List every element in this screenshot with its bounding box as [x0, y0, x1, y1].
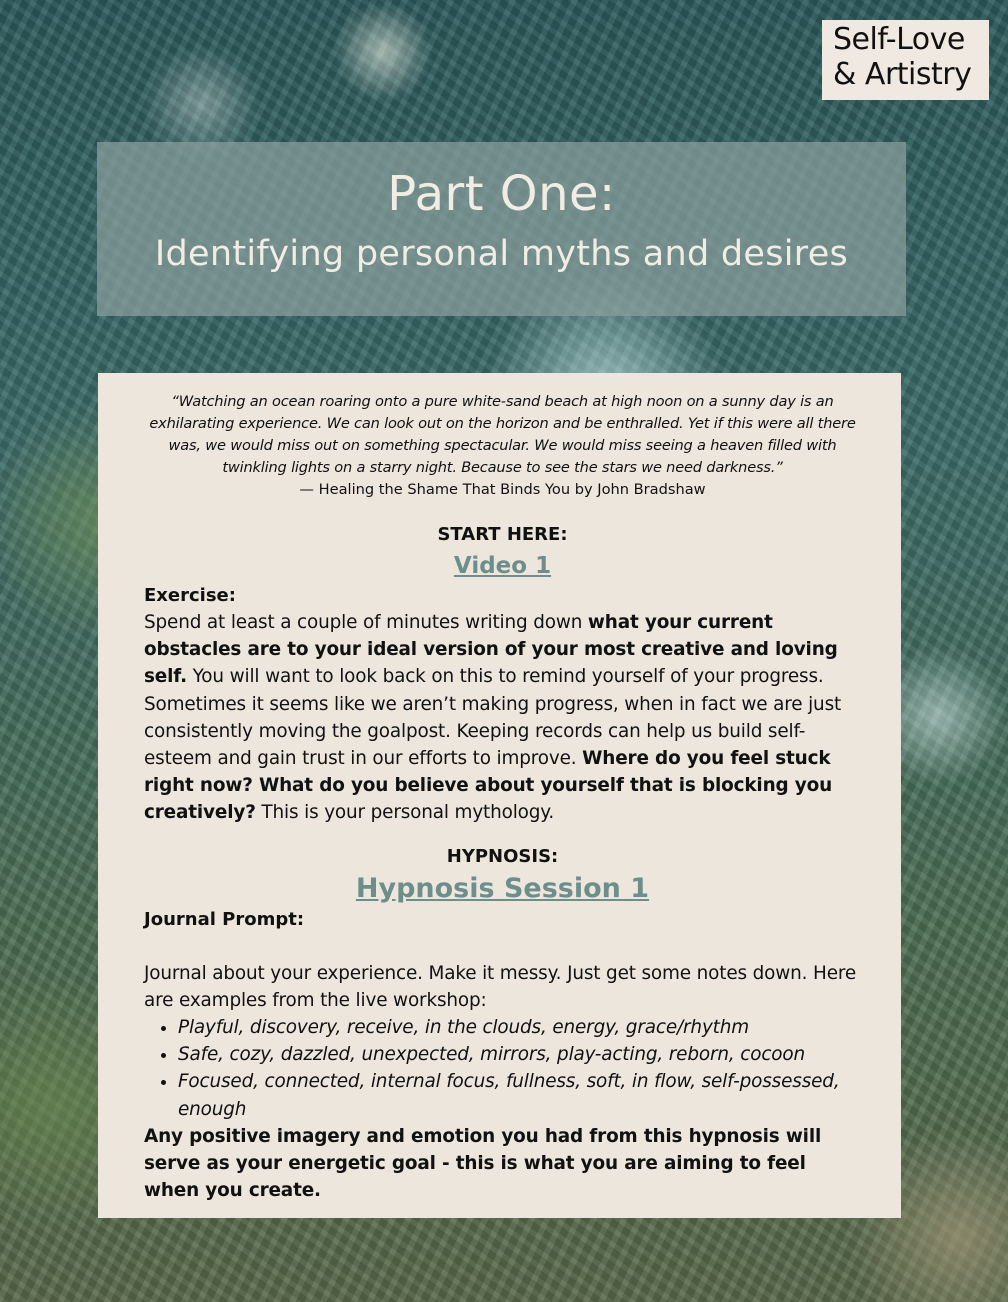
hypnosis-session-1-link[interactable]: Hypnosis Session 1 — [355, 872, 650, 904]
epigraph-citation: — Healing the Shame That Binds You by John Bradshaw — [299, 481, 706, 498]
exercise-text — [144, 609, 861, 827]
hypnosis-label: HYPNOSIS: — [446, 845, 559, 867]
brand-line-1: Self-Love — [833, 22, 965, 57]
exercise-emphasis-1: what your current obstacles are to your ideal version of your most creative and loving self. — [144, 612, 838, 688]
page-title: Part One: — [387, 166, 616, 222]
journal-intro: Journal about your experience. Make it messy. Just get some notes down. Here are examples from the live workshop: — [144, 962, 857, 1011]
list-item: • Playful, discovery, receive, in the clouds, energy, grace/rhythm — [178, 1014, 861, 1041]
list-item: • Focused, connected, internal focus, fullness, soft, in flow, self-possessed, enough — [178, 1068, 861, 1122]
brand-logo — [822, 20, 989, 100]
exercise-text-3: This is your personal mythology. — [255, 802, 555, 824]
title-panel — [97, 142, 906, 316]
page-subtitle: Identifying personal myths and desires — [154, 234, 849, 274]
epigraph-quote: “Watching an ocean roaring onto a pure white-sand beach at high noon on a sunny day is an exhilarating experience. We can look out on the horizon and be enthralled. Yet if this were all there was, we would miss out on something spectacular. We would miss seeing a heaven filled with twinkling lights on a starry night. Because to see the stars we need darkness.” — [149, 393, 856, 476]
exercise-label: Exercise: — [144, 585, 236, 606]
journal-closing: Any positive imagery and emotion you had from this hypnosis will serve as your energetic goal - this is what you are aiming to feel when you create. — [144, 1125, 822, 1202]
exercise-text-2: You will want to look back on this to remind yourself of your progress. Sometimes it seems like we aren’t making progress, when in fact we are just consistently moving the goalpost. Keeping records can help us build self-esteem and gain trust in our efforts to improve. — [144, 666, 842, 770]
exercise-emphasis-2: Where do you feel stuck right now? What do you believe about yourself that is blocking you creatively? — [144, 748, 833, 824]
content-card — [98, 373, 901, 1218]
exercise-text-1: Spend at least a couple of minutes writing down — [144, 612, 588, 633]
video-1-link[interactable]: Video 1 — [453, 553, 552, 579]
journal-prompt-label: Journal Prompt: — [144, 908, 305, 930]
list-item: • Safe, cozy, dazzled, unexpected, mirrors, play-acting, reborn, cocoon — [178, 1041, 861, 1068]
journal-examples-list — [144, 1014, 861, 1123]
start-here-label: START HERE: — [437, 524, 568, 545]
brand-line-2: & Artistry — [833, 57, 972, 92]
